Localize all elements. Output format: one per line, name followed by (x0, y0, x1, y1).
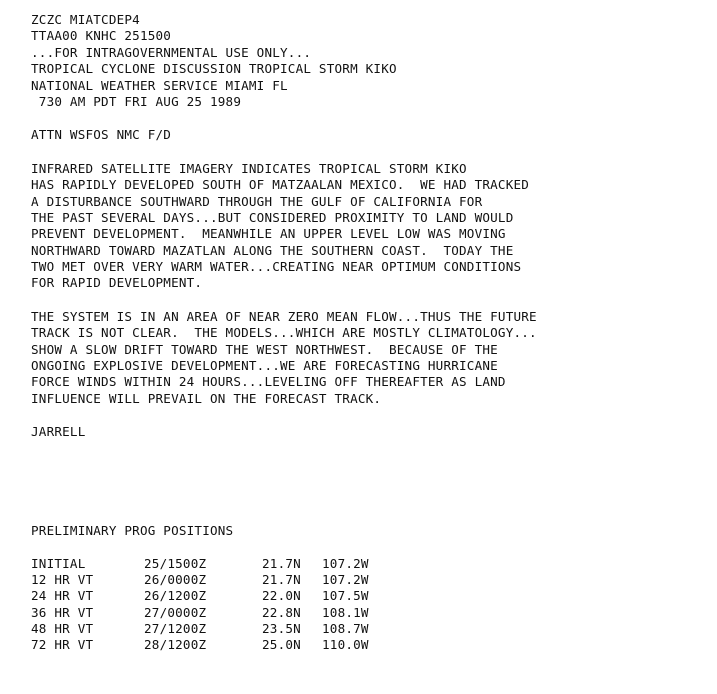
prog-label: INITIAL (31, 555, 86, 571)
prog-lat: 25.0N (262, 636, 301, 652)
paragraph-line: THE SYSTEM IS IN AN AREA OF NEAR ZERO MEAN FLOW...THUS THE FUTURE (31, 308, 537, 324)
paragraph-line: INFLUENCE WILL PREVAIL ON THE FORECAST TRACK. (31, 390, 382, 406)
table-row (31, 637, 711, 653)
prog-lon: 108.1W (322, 604, 369, 620)
forecaster-signature: JARRELL (31, 424, 86, 440)
prog-lon: 110.0W (322, 636, 369, 652)
prog-label: 12 HR VT (31, 572, 94, 588)
paragraph-line: NORTHWARD TOWARD MAZATLAN ALONG THE SOUTHERN COAST. TODAY THE (31, 242, 514, 258)
prog-positions-title: PRELIMINARY PROG POSITIONS (31, 522, 234, 538)
prog-lon: 107.2W (322, 555, 369, 571)
paragraph-line: SHOW A SLOW DRIFT TOWARD THE WEST NORTHWEST. BECAUSE OF THE (31, 341, 498, 357)
table-row (31, 572, 711, 588)
prog-lat: 21.7N (262, 572, 301, 588)
paragraph-line: HAS RAPIDLY DEVELOPED SOUTH OF MATZAALAN MEXICO. WE HAD TRACKED (31, 177, 530, 193)
prog-time: 27/0000Z (144, 604, 207, 620)
prog-positions-table (31, 556, 711, 653)
prog-label: 36 HR VT (31, 604, 94, 620)
header-line: TTAA00 KNHC 251500 (31, 28, 172, 44)
prog-lat: 22.8N (262, 604, 301, 620)
prog-lon: 108.7W (322, 620, 369, 636)
attention-line: ATTN WSFOS NMC F/D (31, 127, 172, 143)
prog-time: 26/0000Z (144, 572, 207, 588)
header-line: ...FOR INTRAGOVERNMENTAL USE ONLY... (31, 44, 312, 60)
prog-time: 26/1200Z (144, 588, 207, 604)
paragraph-line: FORCE WINDS WITHIN 24 HOURS...LEVELING OFF THEREAFTER AS LAND (31, 374, 506, 390)
paragraph-line: TRACK IS NOT CLEAR. THE MODELS...WHICH ARE MOSTLY CLIMATOLOGY... (31, 325, 537, 341)
header-line: NATIONAL WEATHER SERVICE MIAMI FL (31, 77, 288, 93)
paragraph-line: PREVENT DEVELOPMENT. MEANWHILE AN UPPER LEVEL LOW WAS MOVING (31, 226, 506, 242)
header-line: ZCZC MIATCDEP4 (31, 12, 140, 27)
prog-lat: 21.7N (262, 555, 301, 571)
prog-label: 48 HR VT (31, 620, 94, 636)
table-row (31, 588, 711, 604)
header-line: TROPICAL CYCLONE DISCUSSION TROPICAL STORM KIKO (31, 61, 397, 77)
paragraph-line: FOR RAPID DEVELOPMENT. (31, 275, 203, 291)
prog-label: 72 HR VT (31, 636, 94, 652)
prog-lon: 107.2W (322, 572, 369, 588)
paragraph-line: TWO MET OVER VERY WARM WATER...CREATING NEAR OPTIMUM CONDITIONS (31, 259, 522, 275)
paragraph-line: A DISTURBANCE SOUTHWARD THROUGH THE GULF OF CALIFORNIA FOR (31, 193, 483, 209)
prog-lat: 23.5N (262, 620, 301, 636)
table-row (31, 621, 711, 637)
discussion-document (31, 12, 711, 653)
discussion-paragraph-2 (31, 309, 711, 407)
prog-time: 25/1500Z (144, 555, 207, 571)
table-row (31, 556, 711, 572)
prog-lat: 22.0N (262, 588, 301, 604)
header-line: 730 AM PDT FRI AUG 25 1989 (31, 93, 242, 109)
paragraph-line: THE PAST SEVERAL DAYS...BUT CONSIDERED PROXIMITY TO LAND WOULD (31, 209, 514, 225)
prog-time: 28/1200Z (144, 636, 207, 652)
discussion-paragraph-1 (31, 161, 711, 292)
prog-lon: 107.5W (322, 588, 369, 604)
paragraph-line: INFRARED SATELLITE IMAGERY INDICATES TROPICAL STORM KIKO (31, 160, 467, 176)
paragraph-line: ONGOING EXPLOSIVE DEVELOPMENT...WE ARE FORECASTING HURRICANE (31, 358, 498, 374)
message-header (31, 12, 711, 110)
prog-label: 24 HR VT (31, 588, 94, 604)
prog-time: 27/1200Z (144, 620, 207, 636)
table-row (31, 605, 711, 621)
